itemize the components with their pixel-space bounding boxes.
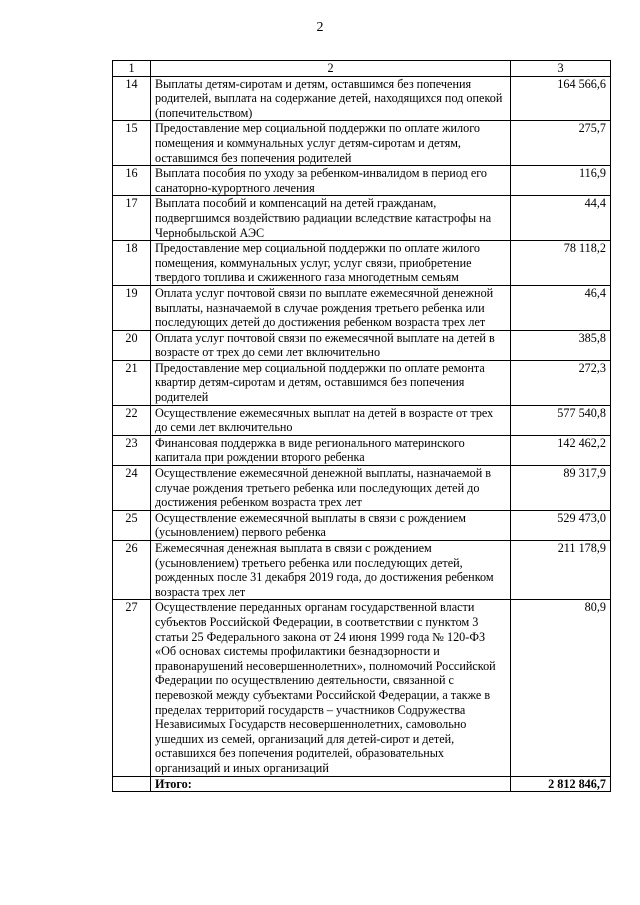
table-row (113, 600, 611, 776)
table-row (113, 196, 611, 241)
table-row (113, 405, 611, 435)
row-description: Предоставление мер социальной поддержки по оплате ремонта квартир детям-сиротам и детям, оставшимся без попечения родителей (151, 360, 511, 405)
row-amount: 577 540,8 (511, 405, 611, 435)
row-amount: 211 178,9 (511, 541, 611, 600)
row-description: Выплата пособий и компенсаций на детей гражданам, подвергшимся воздействию радиации вследствие катастрофы на Чернобыльской АЭС (151, 196, 511, 241)
table-row (113, 360, 611, 405)
table-row (113, 330, 611, 360)
table-row (113, 166, 611, 196)
row-amount: 44,4 (511, 196, 611, 241)
row-description: Ежемесячная денежная выплата в связи с рождением (усыновлением) третьего ребенка или последующих детей, рожденных после 31 декабря 2019 года, до достижения ребенком возраста трех лет (151, 541, 511, 600)
row-amount: 78 118,2 (511, 241, 611, 286)
row-number: 14 (113, 76, 151, 121)
table-row (113, 435, 611, 465)
row-number: 20 (113, 330, 151, 360)
page-number: 2 (316, 20, 324, 35)
row-description: Оплата услуг почтовой связи по выплате ежемесячной денежной выплаты, назначаемой в случае рождения третьего ребенка или последующих детей до достижения ребенком возраста трех лет (151, 285, 511, 330)
table-row (113, 510, 611, 540)
row-number: 16 (113, 166, 151, 196)
total-amount: 2 812 846,7 (511, 776, 611, 792)
table-body (113, 61, 611, 792)
total-number-cell (113, 776, 151, 792)
table-row (113, 466, 611, 511)
row-amount: 275,7 (511, 121, 611, 166)
row-number: 17 (113, 196, 151, 241)
row-description: Выплаты детям-сиротам и детям, оставшимся без попечения родителей, выплата на содержание детей, находящихся под опекой (попечительством) (151, 76, 511, 121)
table-row (113, 76, 611, 121)
row-description: Финансовая поддержка в виде регионального материнского капитала при рождении второго ребенка (151, 435, 511, 465)
row-number: 18 (113, 241, 151, 286)
row-number: 26 (113, 541, 151, 600)
table-row (113, 241, 611, 286)
row-description: Осуществление ежемесячной денежной выплаты, назначаемой в случае рождения третьего ребенка или последующих детей до достижения ребенком возраста трех лет (151, 466, 511, 511)
row-description: Оплата услуг почтовой связи по ежемесячной выплате на детей в возрасте от трех до семи лет включительно (151, 330, 511, 360)
row-amount: 142 462,2 (511, 435, 611, 465)
row-amount: 272,3 (511, 360, 611, 405)
table-row (113, 541, 611, 600)
row-amount: 80,9 (511, 600, 611, 776)
header-cell-description: 2 (151, 61, 511, 77)
row-description: Выплата пособия по уходу за ребенком-инвалидом в период его санаторно-курортного лечения (151, 166, 511, 196)
total-row (113, 776, 611, 792)
row-number: 24 (113, 466, 151, 511)
row-amount: 164 566,6 (511, 76, 611, 121)
row-description: Осуществление ежемесячных выплат на детей в возрасте от трех до семи лет включительно (151, 405, 511, 435)
table-row (113, 121, 611, 166)
row-number: 25 (113, 510, 151, 540)
row-amount: 116,9 (511, 166, 611, 196)
row-number: 21 (113, 360, 151, 405)
row-number: 23 (113, 435, 151, 465)
row-description: Предоставление мер социальной поддержки по оплате жилого помещения, коммунальных услуг, услуг связи, приобретение твердого топлива и сжиженного газа многодетным семьям (151, 241, 511, 286)
total-label: Итого: (151, 776, 511, 792)
budget-table (112, 60, 611, 792)
row-amount: 46,4 (511, 285, 611, 330)
row-description: Предоставление мер социальной поддержки по оплате жилого помещения и коммунальных услуг детям-сиротам и детям, оставшимся без попечения родителей (151, 121, 511, 166)
row-number: 22 (113, 405, 151, 435)
row-description: Осуществление ежемесячной выплаты в связи с рождением (усыновлением) первого ребенка (151, 510, 511, 540)
row-amount: 529 473,0 (511, 510, 611, 540)
row-number: 19 (113, 285, 151, 330)
row-amount: 89 317,9 (511, 466, 611, 511)
header-cell-number: 1 (113, 61, 151, 77)
header-row (113, 61, 611, 77)
row-amount: 385,8 (511, 330, 611, 360)
row-number: 27 (113, 600, 151, 776)
header-cell-amount: 3 (511, 61, 611, 77)
table-row (113, 285, 611, 330)
row-number: 15 (113, 121, 151, 166)
row-description: Осуществление переданных органам государственной власти субъектов Российской Федерации, в соответствии с пунктом 3 статьи 25 Федерального закона от 24 июня 1999 года № 120-ФЗ «Об основах системы профилактики безнадзорности и правонарушений несовершеннолетних», полномочий Российской Федерации по осуществлению деятельности, связанной с перевозкой между субъектами Российской Федерации, а также в пределах территорий государств – участников Содружества Независимых Государств несовершеннолетних, самовольно ушедших из семей, организаций для детей-сирот и детей, оставшихся без попечения родителей, образовательных организаций и иных организаций (151, 600, 511, 776)
